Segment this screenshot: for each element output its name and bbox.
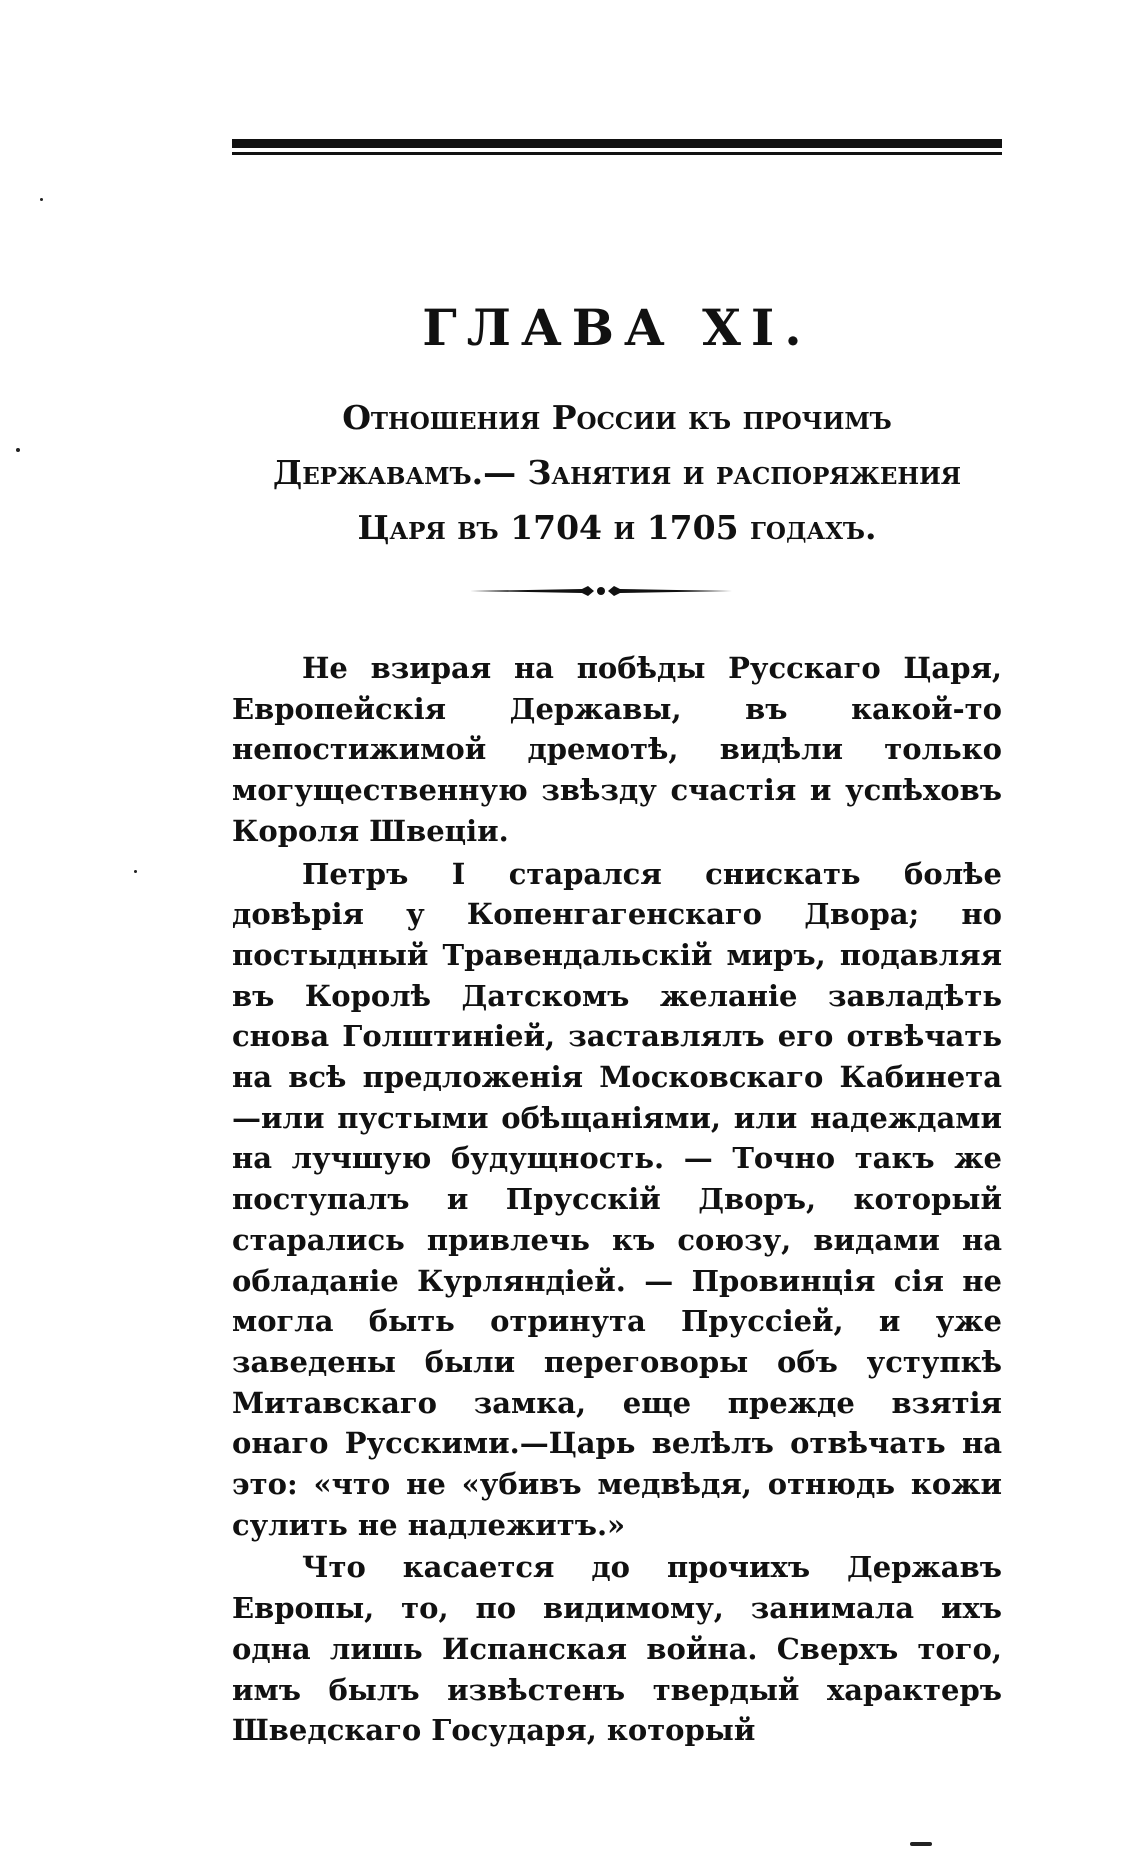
ornament-divider bbox=[470, 582, 732, 600]
chapter-subtitle: Отношения России къ прочимъ Державамъ.— Занятия и распоряжения Царя въ 1704 и 1705 годахъ. bbox=[272, 398, 962, 547]
chapter-body bbox=[232, 648, 1002, 1753]
scan-speck bbox=[40, 198, 43, 201]
scan-speck bbox=[134, 870, 137, 873]
paragraph: Что касается до прочихъ Державъ Европы, то, по видимому, занимала ихъ одна лишь Испанская война. Сверхъ того, имъ былъ извѣстенъ твердый характеръ Шведскаго Государя, который bbox=[232, 1550, 1002, 1748]
top-double-rule bbox=[232, 139, 1002, 155]
paragraph: Петръ I старался снискать болѣе довѣрія у Копенгагенскаго Двора; но постыдный Травендальскій миръ, подавляя въ Королѣ Датскомъ желаніе завладѣть снова Голштиніей, заставлялъ его отвѣчать на всѣ предложенія Московскаго Кабинета—или пустыми обѣщаніями, или надеждами на лучшую будущность. — Точно такъ же поступалъ и Прусскій Дворъ, который старались привлечь къ союзу, видами на обладаніе Курляндіей. — Провинція сія не могла быть отринута Пруссіей, и уже заведены были переговоры объ уступкѣ Митавскаго замка, еще прежде взятія онаго Русскими.—Царь велѣлъ отвѣчать на это: «что не «убивъ медвѣдя, отнюдь кожи сулить не надлежитъ.» bbox=[232, 856, 1002, 1542]
scan-speck bbox=[910, 1842, 932, 1846]
chapter-title: ГЛАВА XI. bbox=[422, 298, 812, 357]
paragraph: Не взирая на побѣды Русскаго Царя, Европейскія Державы, въ какой-то непостижимой дремотѣ, видѣли только могущественную звѣзду счастія и успѣховъ Короля Швеціи. bbox=[232, 651, 1002, 848]
scan-speck bbox=[16, 448, 20, 452]
